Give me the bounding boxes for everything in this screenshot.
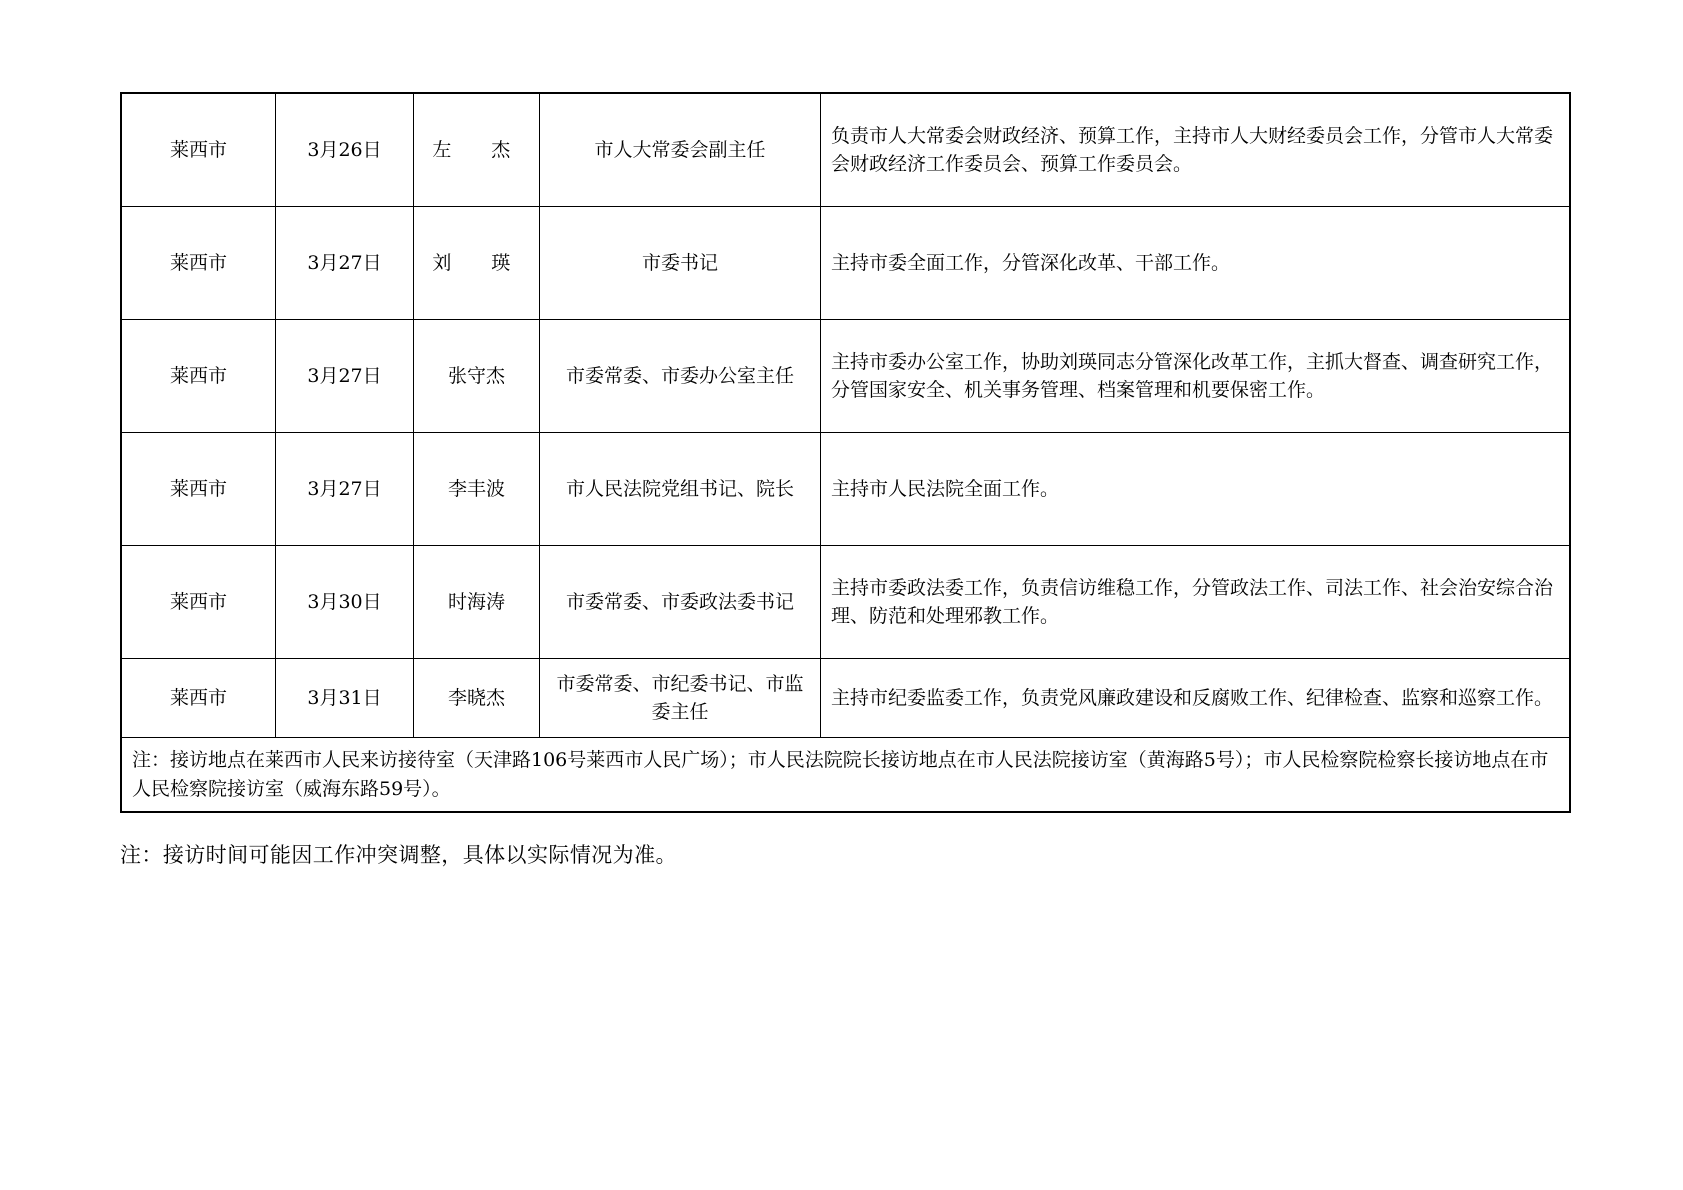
cell-position: 市人民法院党组书记、院长: [540, 433, 821, 546]
cell-position: 市委常委、市纪委书记、市监委主任: [540, 659, 821, 738]
cell-name: 左 杰: [414, 93, 540, 207]
cell-city: 莱西市: [121, 320, 276, 433]
cell-city: 莱西市: [121, 433, 276, 546]
cell-duties: 主持市委政法委工作，负责信访维稳工作，分管政法工作、司法工作、社会治安综合治理、防范和处理邪教工作。: [821, 546, 1571, 659]
cell-name: 刘 瑛: [414, 207, 540, 320]
cell-date: 3月26日: [276, 93, 414, 207]
cell-duties: 主持市委全面工作，分管深化改革、干部工作。: [821, 207, 1571, 320]
table-row: [121, 93, 1570, 207]
cell-date: 3月31日: [276, 659, 414, 738]
cell-date: 3月30日: [276, 546, 414, 659]
table-body: [121, 93, 1570, 812]
cell-city: 莱西市: [121, 207, 276, 320]
table-row: [121, 546, 1570, 659]
cell-date: 3月27日: [276, 207, 414, 320]
cell-position: 市人大常委会副主任: [540, 93, 821, 207]
cell-name: 张守杰: [414, 320, 540, 433]
table-note-row: [121, 738, 1570, 813]
table-note: 注：接访地点在莱西市人民来访接待室（天津路106号莱西市人民广场）；市人民法院院长接访地点在市人民法院接访室（黄海路5号）；市人民检察院检察长接访地点在市人民检察院接访室（威海东路59号）。: [121, 738, 1570, 813]
cell-name: 李晓杰: [414, 659, 540, 738]
cell-position: 市委常委、市委办公室主任: [540, 320, 821, 433]
cell-name: 时海涛: [414, 546, 540, 659]
cell-duties: 主持市纪委监委工作，负责党风廉政建设和反腐败工作、纪律检查、监察和巡察工作。: [821, 659, 1571, 738]
cell-position: 市委书记: [540, 207, 821, 320]
cell-name: 李丰波: [414, 433, 540, 546]
cell-duties: 负责市人大常委会财政经济、预算工作，主持市人大财经委员会工作，分管市人大常委会财政经济工作委员会、预算工作委员会。: [821, 93, 1571, 207]
cell-position: 市委常委、市委政法委书记: [540, 546, 821, 659]
cell-city: 莱西市: [121, 93, 276, 207]
table-row: [121, 433, 1570, 546]
cell-date: 3月27日: [276, 320, 414, 433]
table-row: [121, 207, 1570, 320]
table-row: [121, 320, 1570, 433]
cell-duties: 主持市人民法院全面工作。: [821, 433, 1571, 546]
table-row: [121, 659, 1570, 738]
cell-date: 3月27日: [276, 433, 414, 546]
cell-city: 莱西市: [121, 546, 276, 659]
cell-duties: 主持市委办公室工作，协助刘瑛同志分管深化改革工作，主抓大督查、调查研究工作，分管国家安全、机关事务管理、档案管理和机要保密工作。: [821, 320, 1571, 433]
document-footnote: 注：接访时间可能因工作冲突调整，具体以实际情况为准。: [120, 843, 677, 867]
reception-schedule-table: [120, 92, 1571, 813]
cell-city: 莱西市: [121, 659, 276, 738]
